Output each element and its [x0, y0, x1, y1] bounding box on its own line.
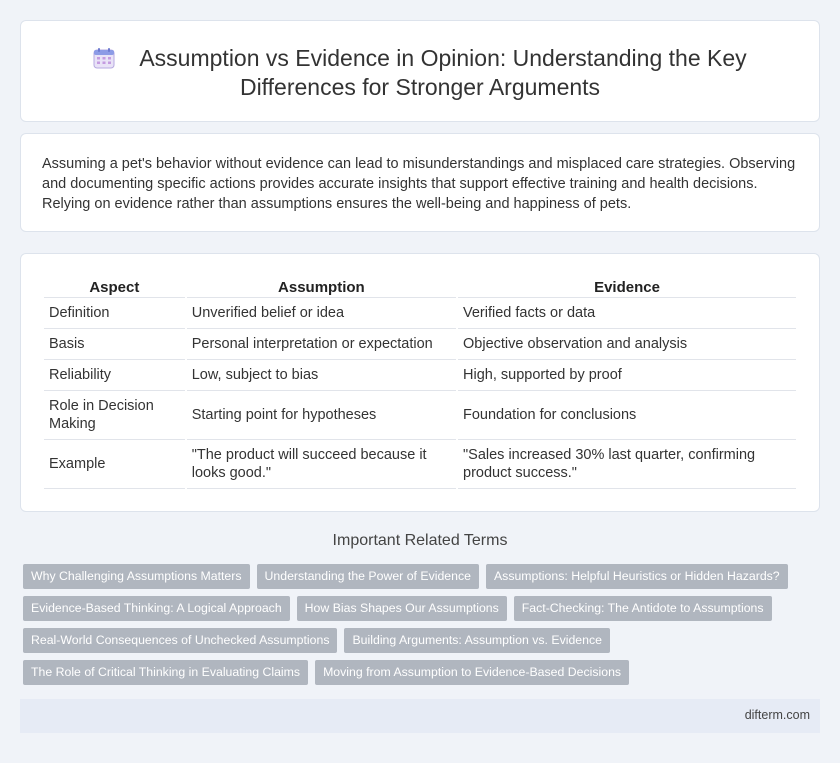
calendar-icon	[93, 47, 115, 69]
header-assumption: Assumption	[187, 276, 456, 298]
cell-assumption: Unverified belief or idea	[187, 298, 456, 329]
table-row	[44, 440, 796, 489]
cell-aspect: Basis	[44, 329, 185, 360]
related-term-tag[interactable]: Why Challenging Assumptions Matters	[23, 564, 250, 589]
cell-aspect: Role in Decision Making	[44, 391, 185, 440]
page-title	[70, 44, 770, 102]
comparison-table-card	[20, 253, 820, 512]
cell-assumption: Starting point for hypotheses	[187, 391, 456, 440]
cell-aspect: Definition	[44, 298, 185, 329]
intro-paragraph: Assuming a pet's behavior without evidence can lead to misunderstandings and misplaced care strategies. Observing and documenting specific actions provides accurate insights that support effective training and health decisions. Relying on evidence rather than assumptions ensures the well-being and happiness of pets.	[42, 156, 796, 212]
table-row	[44, 298, 796, 329]
related-term-tag[interactable]: Real-World Consequences of Unchecked Assumptions	[23, 628, 337, 653]
comparison-table	[42, 276, 798, 489]
related-term-tag[interactable]: Building Arguments: Assumption vs. Evidence	[344, 628, 610, 653]
related-term-tag[interactable]: Evidence-Based Thinking: A Logical Approach	[23, 596, 290, 621]
related-term-tag[interactable]: Fact-Checking: The Antidote to Assumptions	[514, 596, 772, 621]
cell-evidence: Verified facts or data	[458, 298, 796, 329]
footer	[20, 699, 820, 733]
cell-evidence: Objective observation and analysis	[458, 329, 796, 360]
table-row	[44, 391, 796, 440]
table-row	[44, 329, 796, 360]
page-title-text: Assumption vs Evidence in Opinion: Understanding the Key Differences for Stronger Arguments	[139, 45, 747, 100]
cell-evidence: Foundation for conclusions	[458, 391, 796, 440]
header-aspect: Aspect	[44, 276, 185, 298]
related-terms-heading: Important Related Terms	[332, 532, 508, 549]
intro-card	[20, 133, 820, 232]
title-card	[20, 20, 820, 122]
footer-site-link[interactable]: difterm.com	[744, 708, 810, 722]
related-term-tag[interactable]: Moving from Assumption to Evidence-Based Decisions	[315, 660, 629, 685]
cell-assumption: Low, subject to bias	[187, 360, 456, 391]
header-evidence: Evidence	[458, 276, 796, 298]
cell-evidence: "Sales increased 30% last quarter, confirming product success."	[458, 440, 796, 489]
cell-evidence: High, supported by proof	[458, 360, 796, 391]
related-term-tag[interactable]: Assumptions: Helpful Heuristics or Hidden Hazards?	[486, 564, 788, 589]
table-row	[44, 360, 796, 391]
cell-aspect: Example	[44, 440, 185, 489]
related-term-tag[interactable]: The Role of Critical Thinking in Evaluating Claims	[23, 660, 308, 685]
related-term-tag[interactable]: Understanding the Power of Evidence	[257, 564, 479, 589]
cell-aspect: Reliability	[44, 360, 185, 391]
related-term-tag[interactable]: How Bias Shapes Our Assumptions	[297, 596, 507, 621]
related-terms-list	[23, 564, 823, 692]
cell-assumption: "The product will succeed because it looks good."	[187, 440, 456, 489]
cell-assumption: Personal interpretation or expectation	[187, 329, 456, 360]
